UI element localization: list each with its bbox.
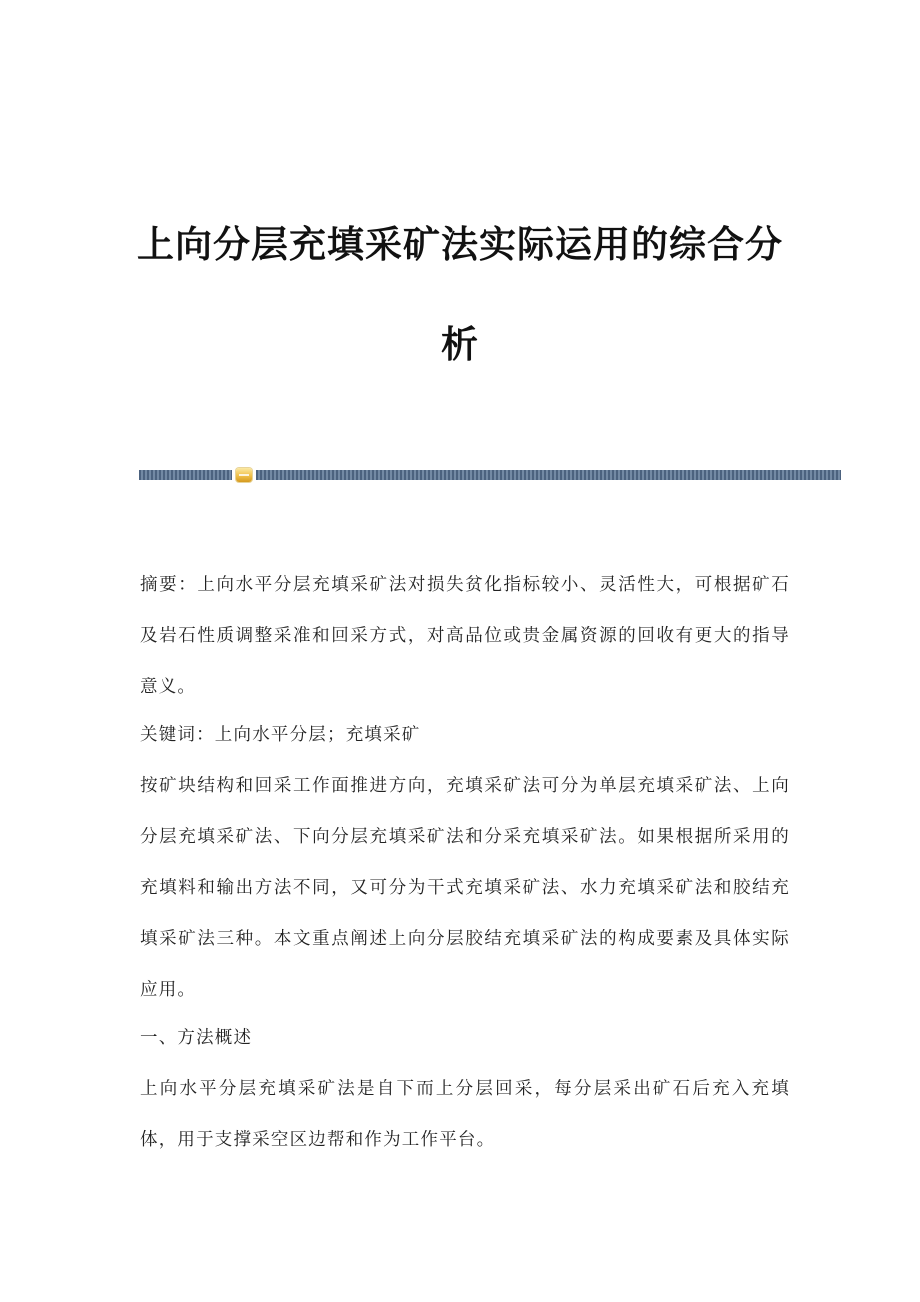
abstract-paragraph: 摘要：上向水平分层充填采矿法对损失贫化指标较小、灵活性大，可根据矿石及岩石性质调整采准和回采方式，对高品位或贵金属资源的回收有更大的指导意义。	[140, 575, 790, 697]
document-title-line-1: 上向分层充填采矿法实际运用的综合分	[137, 223, 783, 266]
divider-bar-right	[256, 470, 841, 480]
section-heading: 一、方法概述	[140, 1028, 253, 1048]
document-title-line-2: 析	[441, 323, 479, 366]
divider-bar-left	[139, 470, 232, 480]
intro-paragraph: 按矿块结构和回采工作面推进方向，充填采矿法可分为单层充填采矿法、上向分层充填采矿法、下向分层充填采矿法和分采充填采矿法。如果根据所采用的充填料和输出方法不同，又可分为干式充填采矿法、水力充填采矿法和胶结充填采矿法三种。本文重点阐述上向分层胶结充填采矿法的构成要素及具体实际应用。	[140, 776, 790, 1000]
divider-ornament-icon	[236, 468, 252, 482]
body-paragraph: 上向水平分层充填采矿法是自下而上分层回采，每分层采出矿石后充入充填体，用于支撑采空区边帮和作为工作平台。	[140, 1079, 790, 1150]
keywords-paragraph: 关键词：上向水平分层；充填采矿	[140, 725, 421, 745]
